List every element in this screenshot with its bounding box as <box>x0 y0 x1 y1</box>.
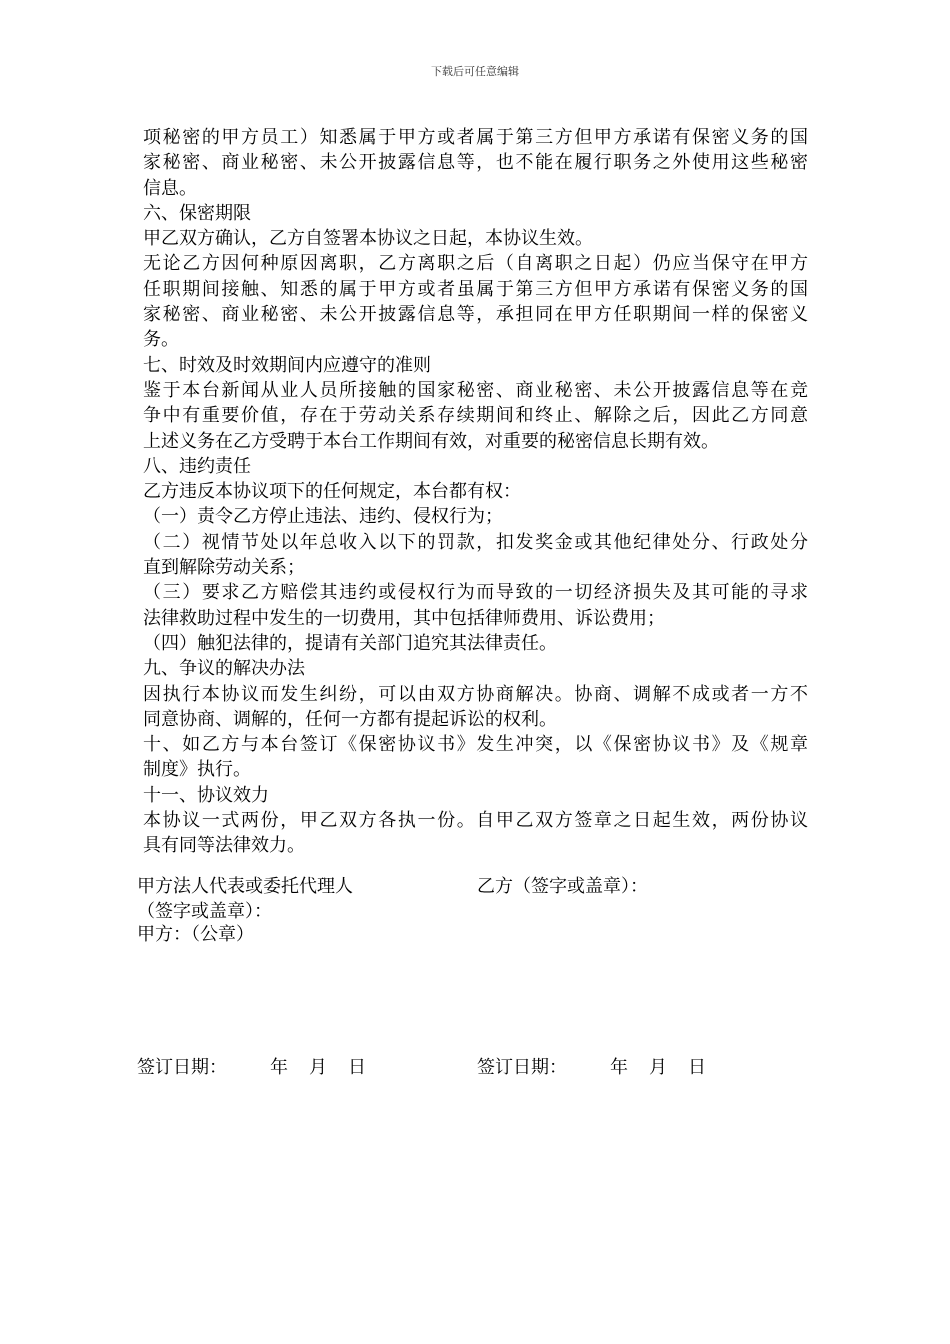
paragraph-line: 本协议一式两份，甲乙双方各执一份。自甲乙双方签章之日起生效，两份协议 <box>143 810 808 832</box>
paragraph-line: 争中有重要价值，存在于劳动关系存续期间和终止、解除之后，因此乙方同意 <box>143 405 808 427</box>
party-a-representative-sign-label: （签字或盖章）： <box>137 901 272 922</box>
signing-date-label: 签订日期： <box>477 1057 567 1078</box>
paragraph-line: （一）责令乙方停止违法、违约、侵权行为； <box>143 506 503 528</box>
agreement-body <box>143 125 808 859</box>
paragraph-line: 八、违约责任 <box>143 455 251 477</box>
paragraph-line: 乙方违反本协议项下的任何规定，本台都有权： <box>143 481 521 503</box>
paragraph-line: 七、时效及时效期间内应遵守的准则 <box>143 354 431 376</box>
paragraph-line: 信息。 <box>143 177 197 199</box>
party-a-seal-label: 甲方：（公章） <box>137 924 254 945</box>
paragraph-line: 鉴于本台新闻从业人员所接触的国家秘密、商业秘密、未公开披露信息等在竞 <box>143 379 808 401</box>
party-b-sign-label: 乙方（签字或盖章）： <box>477 876 648 897</box>
paragraph-line: 同意协商、调解的，任何一方都有提起诉讼的权利。 <box>143 708 557 730</box>
paragraph-line: 家秘密、商业秘密、未公开披露信息等，承担同在甲方任职期间一样的保密义 <box>143 304 808 326</box>
paragraph-line: 无论乙方因何种原因离职，乙方离职之后（自离职之日起）仍应当保守在甲方 <box>143 253 808 275</box>
paragraph-line: 家秘密、商业秘密、未公开披露信息等，也不能在履行职务之外使用这些秘密 <box>143 152 808 174</box>
paragraph-line: 六、保密期限 <box>143 202 251 224</box>
signing-date-year: 年 <box>610 1057 628 1078</box>
page-header-note: 下载后可任意编辑 <box>431 65 519 78</box>
paragraph-line: 项秘密的甲方员工）知悉属于甲方或者属于第三方但甲方承诺有保密义务的国 <box>143 127 808 148</box>
paragraph-line: 任职期间接触、知悉的属于甲方或者虽属于第三方但甲方承诺有保密义务的国 <box>143 278 808 300</box>
signing-date-month: 月 <box>649 1057 667 1078</box>
paragraph-line: 具有同等法律效力。 <box>143 835 305 857</box>
signing-date-day: 日 <box>688 1057 706 1078</box>
paragraph-line: 上述义务在乙方受聘于本台工作期间有效，对重要的秘密信息长期有效。 <box>143 430 719 452</box>
paragraph-line: 因执行本协议而发生纠纷，可以由双方协商解决。协商、调解不成或者一方不 <box>143 683 808 705</box>
party-a-representative-label: 甲方法人代表或委托代理人 <box>137 876 353 897</box>
paragraph-line: 九、争议的解决办法 <box>143 658 305 680</box>
paragraph-line: 法律救助过程中发生的一切费用，其中包括律师费用、诉讼费用； <box>143 607 665 629</box>
paragraph-line: 十、如乙方与本台签订《保密协议书》发生冲突，以《保密协议书》及《规章 <box>143 734 808 756</box>
signing-date-day: 日 <box>348 1057 366 1078</box>
paragraph-line: 制度》执行。 <box>143 759 251 781</box>
paragraph-line: 甲乙双方确认，乙方自签署本协议之日起，本协议生效。 <box>143 228 593 250</box>
signing-date-year: 年 <box>270 1057 288 1078</box>
paragraph-line: 十一、协议效力 <box>143 784 269 806</box>
paragraph-line: （四）触犯法律的，提请有关部门追究其法律责任。 <box>143 632 557 654</box>
paragraph-line: 直到解除劳动关系； <box>143 557 305 579</box>
paragraph-line: （三）要求乙方赔偿其违约或侵权行为而导致的一切经济损失及其可能的寻求 <box>143 582 808 604</box>
paragraph-line: 务。 <box>143 329 179 351</box>
paragraph-line: （二）视情节处以年总收入以下的罚款，扣发奖金或其他纪律处分、行政处分 <box>143 531 808 553</box>
signing-date-month: 月 <box>309 1057 327 1078</box>
signing-date-label: 签订日期： <box>137 1057 227 1078</box>
